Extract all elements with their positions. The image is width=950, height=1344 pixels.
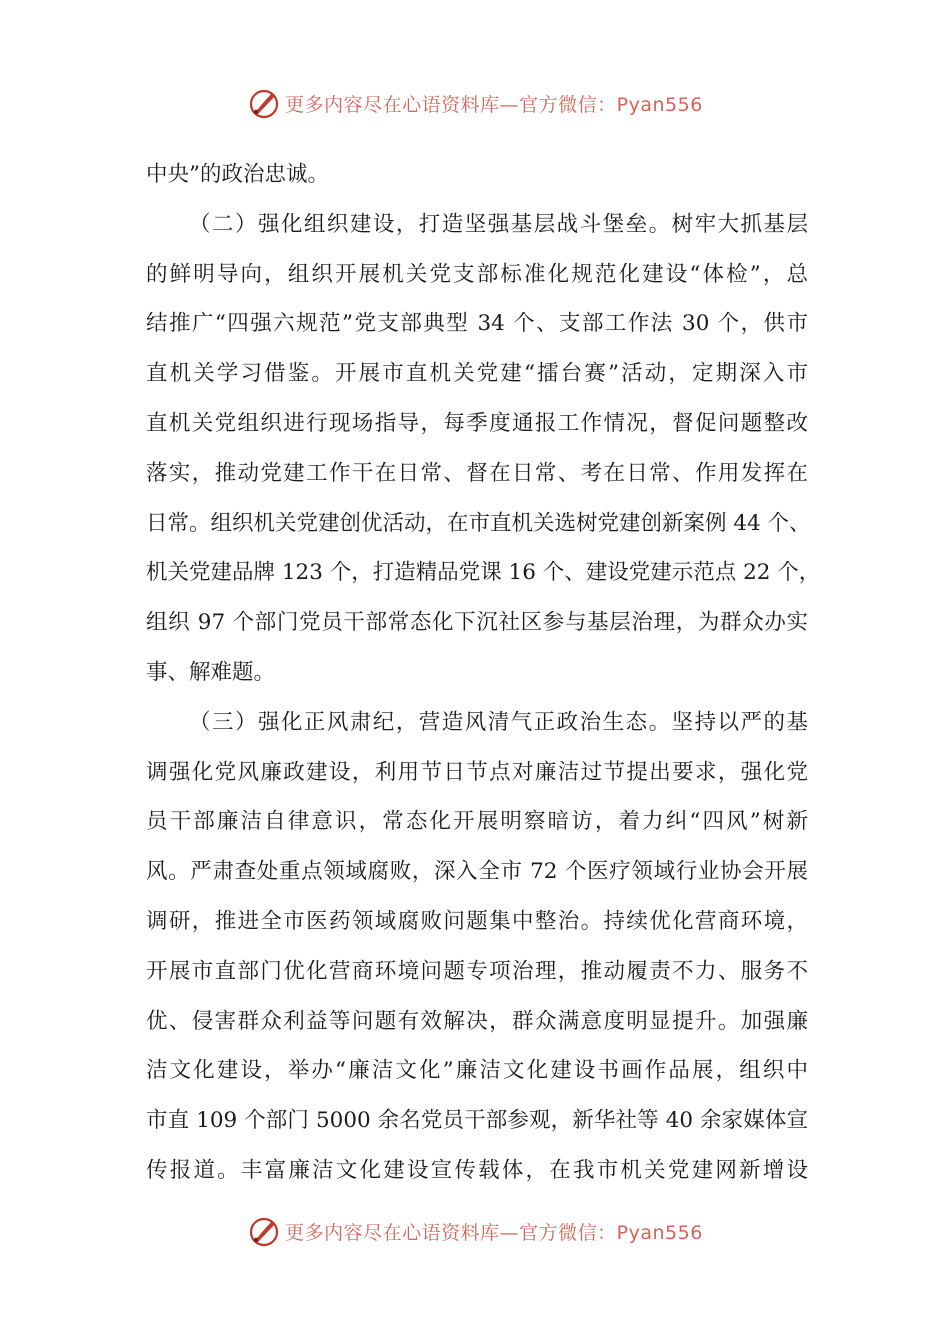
document-body [146,150,821,1196]
quill-logo-icon [247,86,281,120]
text-line: 的鲜明导向，组织开展机关党支部标准化规范化建设“体检”，总 [146,261,808,287]
text-line: 洁文化建设，举办“廉洁文化”廉洁文化建设书画作品展，组织中 [146,1058,808,1084]
text-line: 开展市直部门优化营商环境问题专项治理，推动履责不力、服务不 [146,958,808,984]
text-line: 传报道。丰富廉洁文化建设宣传载体，在我市机关党建网新增设 [146,1157,808,1183]
text-line: 机关党建品牌 123 个，打造精品党课 16 个、建设党建示范点 22 个， [146,560,821,586]
text-line: 组织 97 个部门党员干部常态化下沉社区参与基层治理，为群众办实 [146,610,808,636]
watermark-text: 更多内容尽在心语资料库—官方微信：Pyan556 [285,1221,703,1244]
text-line: 落实，推动党建工作干在日常、督在日常、考在日常、作用发挥在 [146,460,808,486]
text-line: （三）强化正风肃纪，营造风清气正政治生态。坚持以严的基 [189,709,808,735]
text-line: 市直 109 个部门 5000 余名党员干部参观，新华社等 40 余家媒体宣 [146,1108,808,1134]
text-line: 中央”的政治忠诚。 [146,162,329,187]
text-line: 员干部廉洁自律意识，常态化开展明察暗访，着力纠“四风”树新 [146,809,808,835]
watermark-banner-bottom [0,1211,950,1251]
text-line: 优、侵害群众利益等问题有效解决，群众满意度明显提升。加强廉 [146,1008,808,1034]
text-line: 直机关学习借鉴。开展市直机关党建“擂台赛”活动，定期深入市 [146,361,808,387]
watermark-text: 更多内容尽在心语资料库—官方微信：Pyan556 [285,93,703,116]
text-line: 日常。组织机关党建创优活动，在市直机关选树党建创新案例 44 个、 [146,510,811,536]
text-line: 事、解难题。 [146,659,276,685]
text-line: （二）强化组织建设，打造坚强基层战斗堡垒。树牢大抓基层 [189,211,808,237]
text-line: 风。严肃查处重点领域腐败，深入全市 72 个医疗领域行业协会开展 [146,859,808,885]
text-line: 调强化党风廉政建设，利用节日节点对廉洁过节提出要求，强化党 [146,759,808,785]
text-line: 直机关党组织进行现场指导，每季度通报工作情况，督促问题整改 [146,410,808,436]
watermark-banner-top [0,83,950,123]
quill-logo-icon [247,1214,281,1248]
text-line: 结推广“四强六规范”党支部典型 34 个、支部工作法 30 个，供市 [146,311,808,337]
text-line: 调研，推进全市医药领域腐败问题集中整治。持续优化营商环境， [146,908,808,934]
